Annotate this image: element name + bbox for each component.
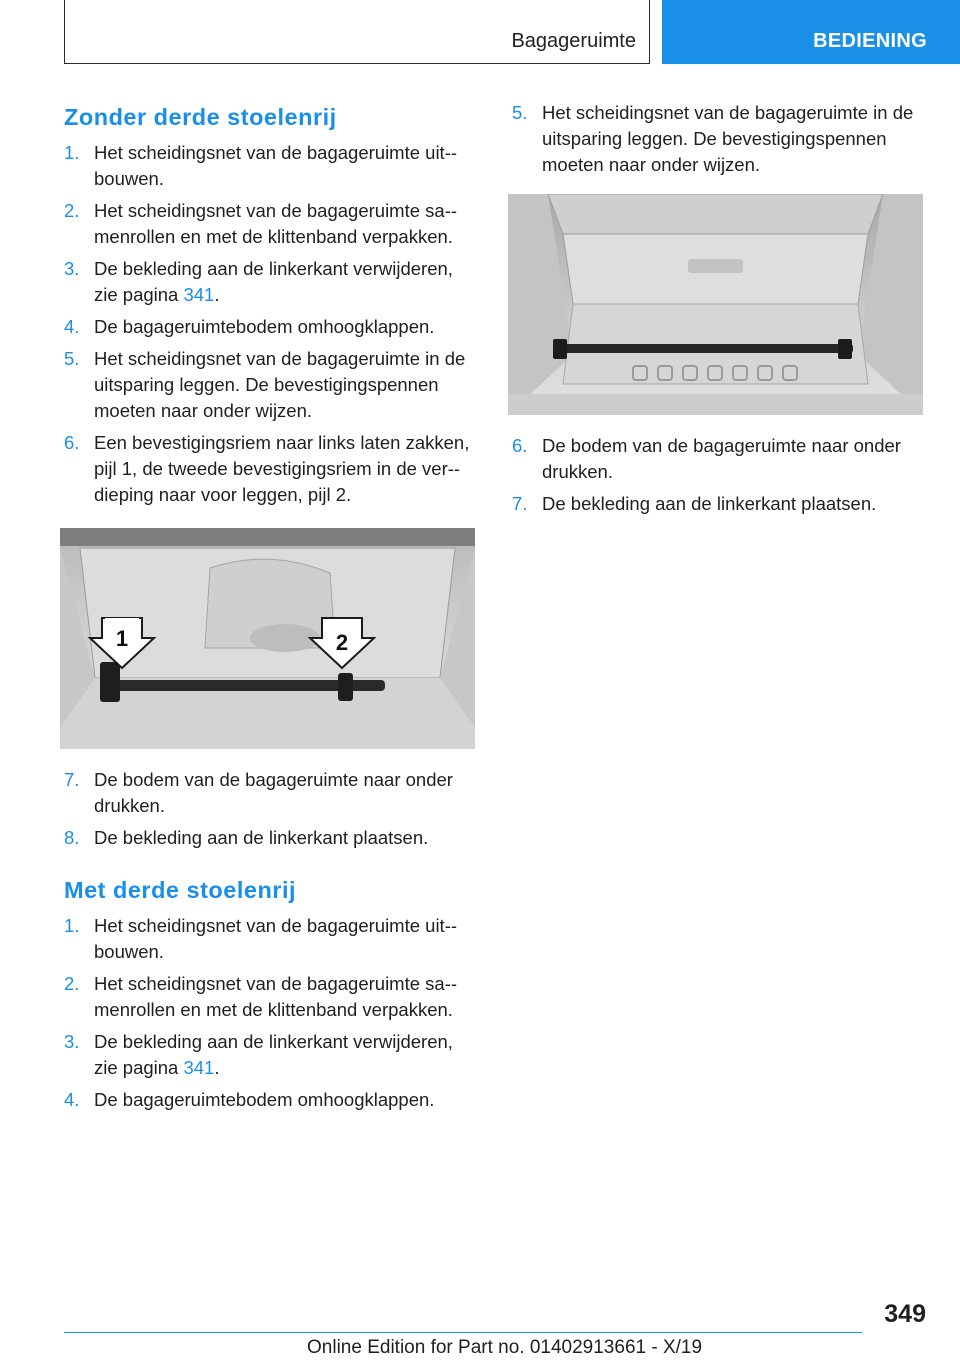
arrow-label-1: 1 — [115, 626, 129, 651]
left-column — [64, 100, 476, 1119]
list-item: 8. De bekleding aan de linkerkant plaatsen. — [64, 827, 429, 848]
list-item: 1. Het scheidingsnet van de bagageruimte uit-bouwen. — [64, 915, 458, 962]
section-heading: Met derde stoelenrij — [64, 877, 296, 903]
list-item: 3. De bekleding aan de linkerkant verwijderen, zie pagina 341. — [64, 258, 453, 305]
list-item: 6. Een bevestigingsriem naar links laten zakken, pijl 1, de tweede bevestigingsriem in de ver-dieping naar voor leggen, pijl 2. — [64, 432, 470, 505]
list-item: 4. De bagageruimtebodem omhoogklappen. — [64, 316, 435, 337]
steps-list — [64, 913, 476, 1113]
steps-list — [512, 100, 926, 178]
edition-text: Online Edition for Part no. 01402913661 - X/19 — [307, 1337, 703, 1358]
chapter-tab: BEDIENING — [662, 0, 960, 64]
arrow-label-2: 2 — [335, 630, 349, 655]
list-item: 6. De bodem van de bagageruimte naar onder drukken. — [512, 435, 901, 482]
list-item: 3. De bekleding aan de linkerkant verwijderen, zie pagina 341. — [64, 1031, 453, 1078]
steps-list — [64, 140, 476, 508]
list-item: 7. De bekleding aan de linkerkant plaatsen. — [512, 493, 877, 514]
cargo-net-photo-left — [60, 528, 475, 749]
page-link[interactable]: 341 — [183, 1057, 215, 1078]
steps-list — [64, 767, 476, 851]
list-item: 2. Het scheidingsnet van de bagageruimte sa-menrollen en met de klittenband verpakken. — [64, 973, 458, 1020]
list-item: 5. Het scheidingsnet van de bagageruimte in de uitsparing leggen. De bevestigingspennen moeten naar onder wijzen. — [64, 348, 466, 421]
page-link[interactable]: 341 — [183, 284, 215, 305]
footer-divider — [64, 1332, 862, 1333]
cargo-net-photo-right — [508, 194, 923, 415]
list-item: 2. Het scheidingsnet van de bagageruimte sa-menrollen en met de klittenband verpakken. — [64, 200, 458, 247]
right-column — [512, 100, 926, 523]
list-item: 5. Het scheidingsnet van de bagageruimte in de uitsparing leggen. De bevestigingspennen moeten naar onder wijzen. — [512, 102, 914, 175]
list-item: 7. De bodem van de bagageruimte naar onder drukken. — [64, 769, 453, 816]
list-item: 4. De bagageruimtebodem omhoogklappen. — [64, 1089, 435, 1110]
list-item: 1. Het scheidingsnet van de bagageruimte uit-bouwen. — [64, 142, 458, 189]
section-title: Bagageruimte — [511, 30, 636, 52]
page-number: 349 — [884, 1300, 926, 1328]
section-heading: Zonder derde stoelenrij — [64, 104, 337, 130]
steps-list — [512, 433, 926, 517]
